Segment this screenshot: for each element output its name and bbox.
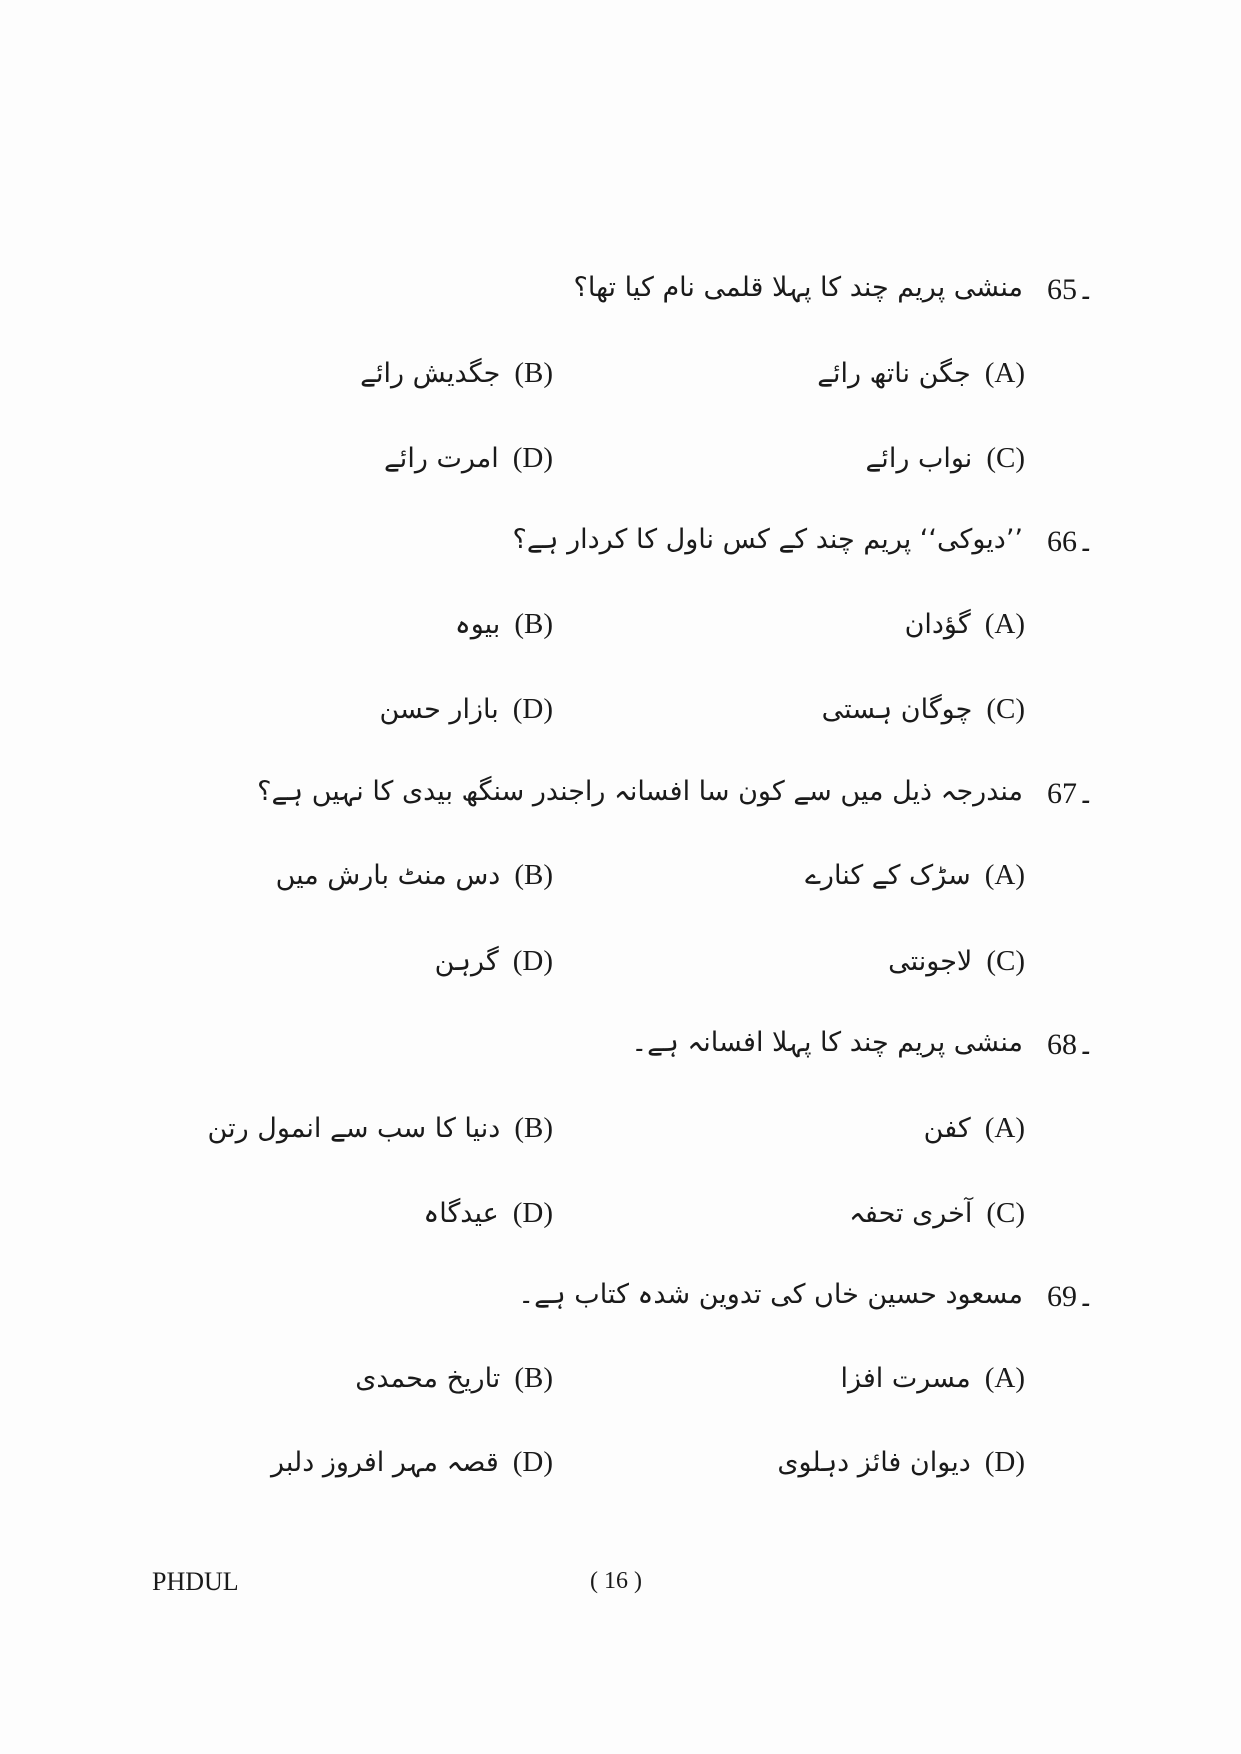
option-65-d: (D)امرت رائے (383, 442, 553, 474)
option-69-d: (D)قصہ مہر افروز دلبر (270, 1446, 553, 1478)
question-number-67: 67۔ (1047, 777, 1095, 810)
option-66-d: (D)بازار حسن (379, 693, 553, 725)
option-66-b: (B)بیوہ (454, 608, 553, 640)
question-text-67: مندرجہ ذیل میں سے کون سا افسانہ راجندر سنگھ بیدی کا نہیں ہے؟ (257, 776, 1023, 807)
option-65-b: (B)جگدیش رائے (360, 357, 553, 389)
option-67-c: (C)لاجونتی (888, 945, 1025, 977)
option-65-c: (C)نواب رائے (865, 442, 1025, 474)
question-text-65: منشی پریم چند کا پہلا قلمی نام کیا تھا؟ (573, 272, 1023, 303)
option-66-a: (A)گؤدان (904, 608, 1025, 640)
paper-code: PHDUL (152, 1567, 239, 1596)
question-text-66: ’’دیوکی‘‘ پریم چند کے کس ناول کا کردار ہے؟ (512, 524, 1023, 555)
option-69-a: (A)مسرت افزا (840, 1362, 1025, 1394)
question-number-69: 69۔ (1047, 1280, 1095, 1313)
question-number-68: 68۔ (1047, 1028, 1095, 1061)
option-68-a: (A)کفن (923, 1112, 1025, 1144)
option-68-c: (C)آخری تحفہ (849, 1197, 1025, 1229)
question-text-69: مسعود حسین خاں کی تدوین شدہ کتاب ہے۔ (518, 1279, 1023, 1310)
option-67-d: (D)گرہن (434, 945, 553, 977)
option-69-c: (D)دیوان فائز دہلوی (777, 1446, 1025, 1478)
option-68-b: (B)دنیا کا سب سے انمول رتن (207, 1112, 553, 1144)
option-66-c: (C)چوگان ہستی (821, 693, 1025, 725)
question-number-65: 65۔ (1047, 273, 1095, 306)
page-number: ( 16 ) (590, 1568, 642, 1594)
option-68-d: (D)عیدگاہ (423, 1197, 553, 1229)
question-text-68: منشی پریم چند کا پہلا افسانہ ہے۔ (631, 1027, 1023, 1058)
option-67-a: (A)سڑک کے کنارے (805, 859, 1025, 891)
option-67-b: (B)دس منٹ بارش میں (275, 859, 553, 891)
option-65-a: (A)جگن ناتھ رائے (817, 357, 1025, 389)
option-69-b: (B)تاریخ محمدی (355, 1362, 553, 1394)
question-number-66: 66۔ (1047, 525, 1095, 558)
